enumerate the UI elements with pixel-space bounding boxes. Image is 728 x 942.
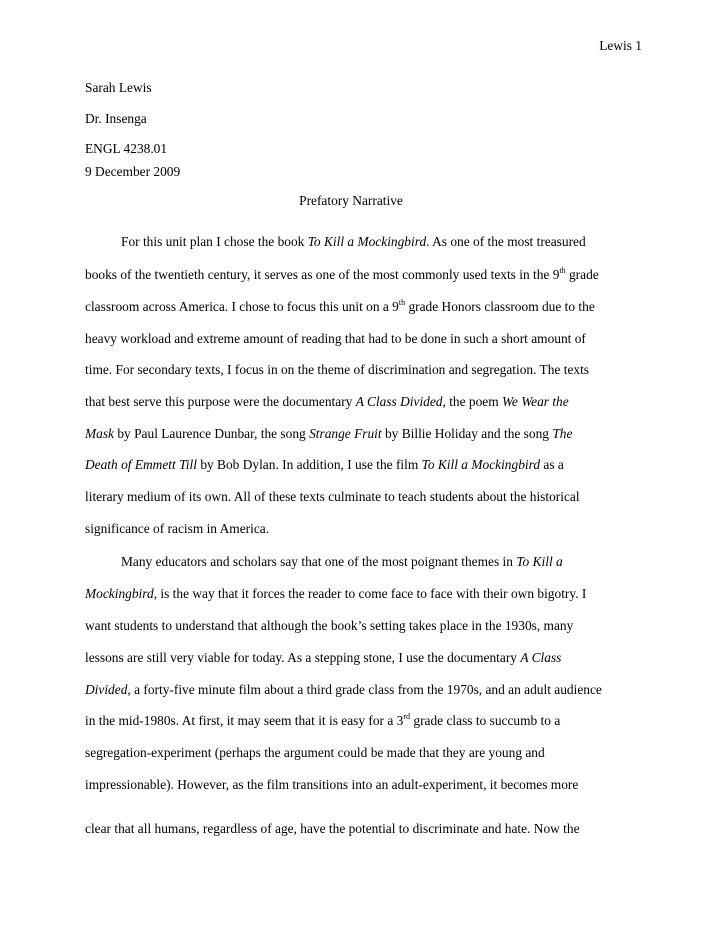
document-date: 9 December 2009 <box>85 164 181 179</box>
instructor-name: Dr. Insenga <box>85 111 147 126</box>
running-head: Lewis 1 <box>599 38 642 53</box>
body-line: impressionable). However, as the film transitions into an adult-experiment, it becomes more <box>85 777 579 792</box>
body-line: Divided, a forty-five minute film about a third grade class from the 1970s, and an adult audience <box>85 682 602 697</box>
body-line: time. For secondary texts, I focus in on the theme of discrimination and segregation. The texts <box>85 362 590 377</box>
body-line: books of the twentieth century, it serves as one of the most commonly used texts in the 9th grade <box>85 265 599 282</box>
body-line: that best serve this purpose were the documentary A Class Divided, the poem We Wear the <box>85 394 569 409</box>
author-name: Sarah Lewis <box>85 80 152 95</box>
body-line: Death of Emmett Till by Bob Dylan. In addition, I use the film To Kill a Mockingbird as a <box>85 457 564 472</box>
body-line: in the mid-1980s. At first, it may seem that it is easy for a 3rd grade class to succumb to a <box>85 711 561 728</box>
body-line: heavy workload and extreme amount of reading that had to be done in such a short amount of <box>85 331 586 346</box>
body-line: Mask by Paul Laurence Dunbar, the song Strange Fruit by Billie Holiday and the song The <box>85 426 573 441</box>
body-line: clear that all humans, regardless of age, have the potential to discriminate and hate. Now the <box>85 821 580 836</box>
body-line: classroom across America. I chose to focus this unit on a 9th grade Honors classroom due to the <box>85 297 595 314</box>
body-line: literary medium of its own. All of these texts culminate to teach students about the historical <box>85 489 580 504</box>
body-line: For this unit plan I chose the book To Kill a Mockingbird. As one of the most treasured <box>121 234 586 249</box>
body-line: significance of racism in America. <box>85 521 270 536</box>
body-line: Mockingbird, is the way that it forces the reader to come face to face with their own bigotry. I <box>85 586 587 601</box>
body-line: Many educators and scholars say that one of the most poignant themes in To Kill a <box>121 554 563 569</box>
document-title: Prefatory Narrative <box>299 193 403 208</box>
body-line: lessons are still very viable for today. As a stepping stone, I use the documentary A Class <box>85 650 562 665</box>
body-line: want students to understand that although the book’s setting takes place in the 1930s, many <box>85 618 574 633</box>
course-number: ENGL 4238.01 <box>85 141 168 156</box>
body-line: segregation-experiment (perhaps the argument could be made that they are young and <box>85 745 545 760</box>
